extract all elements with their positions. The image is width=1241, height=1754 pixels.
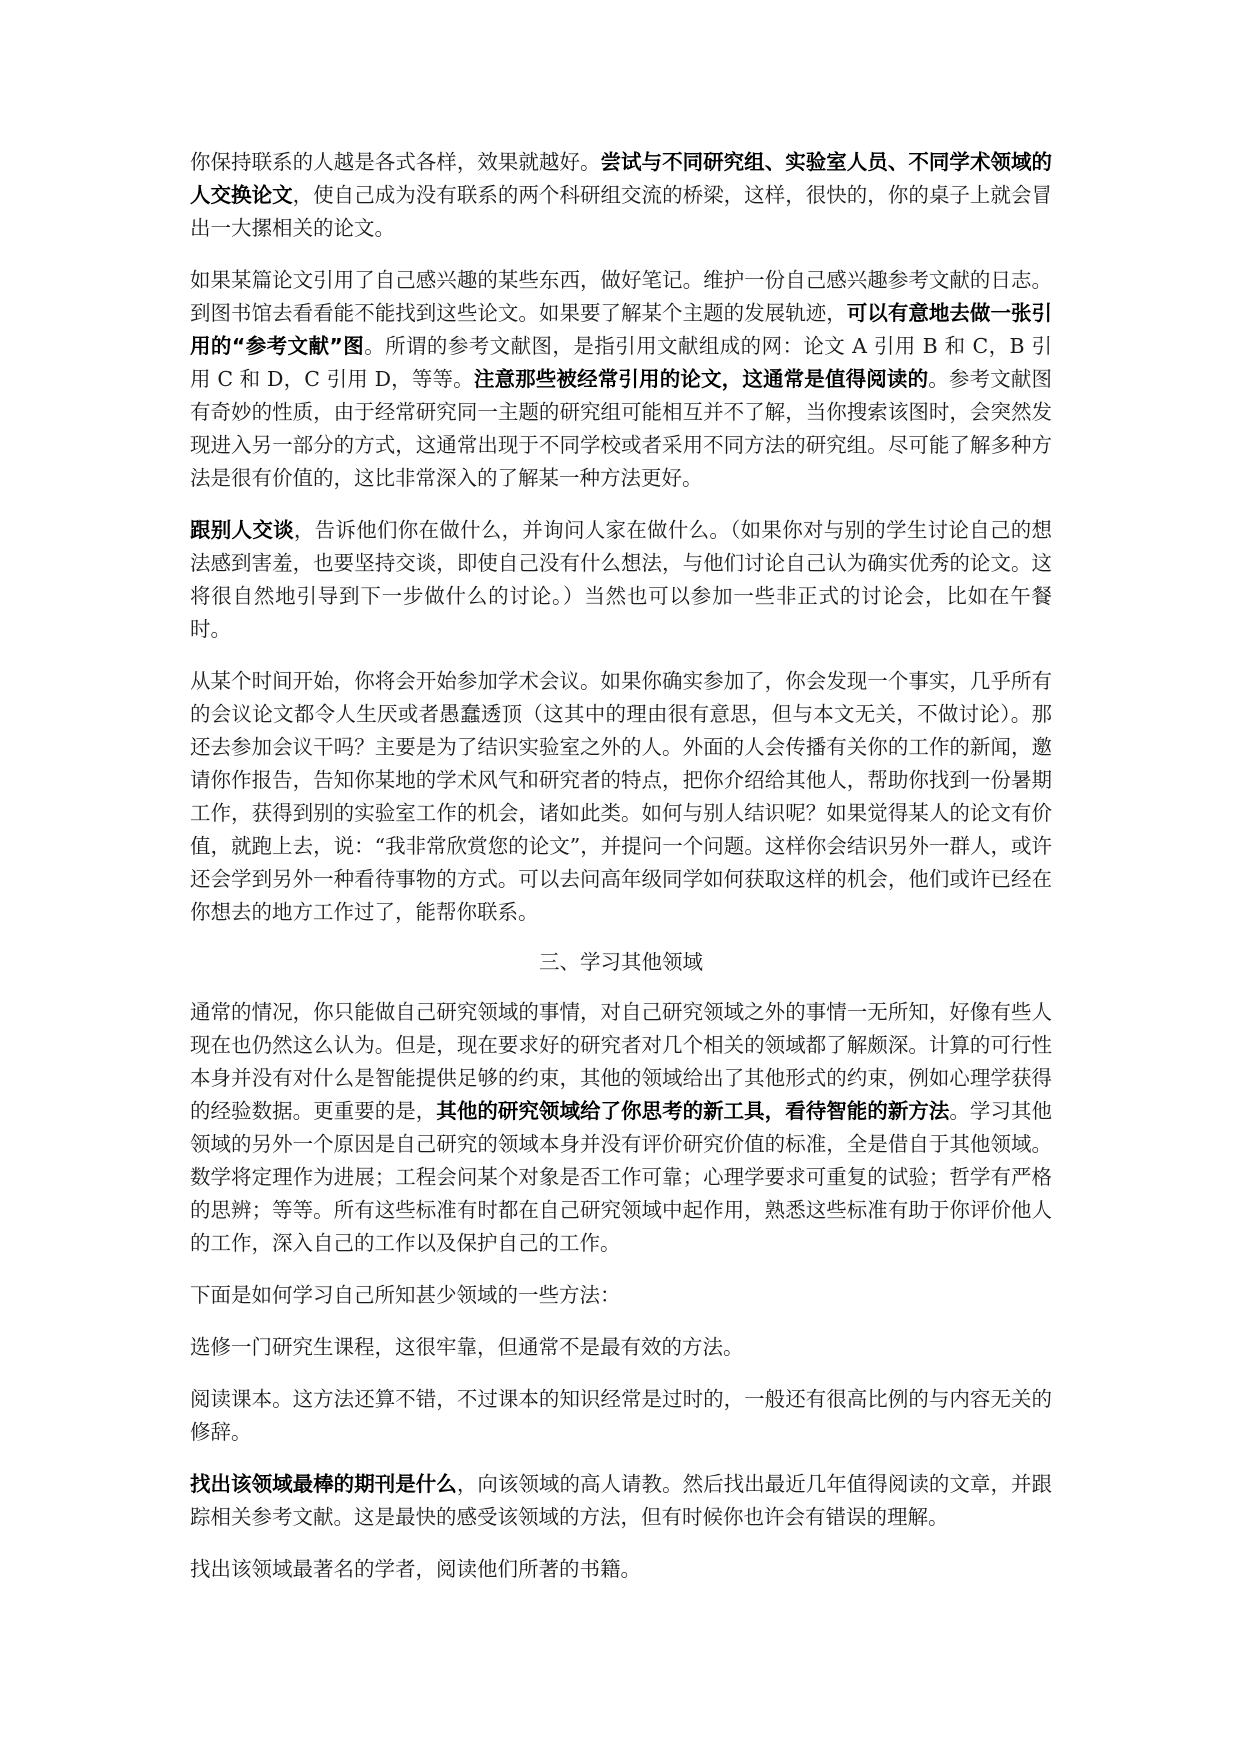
text-segment: 。所谓的参考文献图，是指引用文献组成的网：论文 A 引用 B 和 C，B 引用 C 和 D，C 引用 D，等等。 [190, 334, 1052, 391]
text-segment: 。学习其他领域的另外一个原因是自己研究的领域本身并没有评价研究价值的标准，全是借自于其他领域。数学将定理作为进展；工程会问某个对象是否工作可靠；心理学要求可重复的试验；哲学有严格的思辨；等等。所有这些标准有时都在自己研究领域中起作用，熟悉这些标准有助于你评价他人的工作，深入自己的工作以及保护自己的工作。 [190, 1099, 1053, 1255]
paragraph-graduate-course [190, 1331, 1052, 1364]
text-segment: 阅读课本。这方法还算不错，不过课本的知识经常是过时的，一般还有很高比例的与内容无关的修辞。 [190, 1387, 1052, 1444]
bold-segment: 其他的研究领域给了你思考的新工具，看待智能的新方法 [436, 1099, 950, 1123]
bold-segment: 注意那些被经常引用的论文，这通常是值得阅读的 [473, 367, 929, 391]
text-segment: ，告诉他们你在做什么，并询问人家在做什么。（如果你对与别的学生讨论自己的想法感到害羞，也要坚持交谈，即使自己没有什么想法，与他们讨论自己认为确实优秀的论文。这将很自然地引导到下一步做什么的讨论。）当然也可以参加一些非正式的讨论会，比如在午餐时。 [190, 518, 1053, 641]
paragraph-famous-scholars [190, 1553, 1052, 1586]
paragraph-best-journals [190, 1468, 1052, 1534]
paragraph-citation-graph [190, 264, 1052, 495]
text-segment: 如果某篇论文引用了自己感兴趣的某些东西，做好笔记。维护一份自己感兴趣参考文献的日志。到图书馆去看看能不能找到这些论文。如果要了解某个主题的发展轨迹， [190, 268, 1052, 325]
text-segment: 你保持联系的人越是各式各样，效果就越好。 [190, 150, 601, 174]
paragraph-talk-to-people [190, 514, 1052, 646]
document-page [190, 146, 1052, 1605]
section-heading: 三、学习其他领域 [539, 950, 703, 974]
text-segment: ，使自己成为没有联系的两个科研组交流的桥梁，这样，很快的，你的桌子上就会冒出一大摞相关的论文。 [190, 183, 1053, 240]
bold-segment: 可以有意地去做一张引用的“参考文献”图 [190, 301, 1053, 358]
paragraph-read-textbooks [190, 1383, 1052, 1449]
bold-segment: 找出该领域最棒的期刊是什么 [190, 1472, 457, 1496]
bold-segment: 尝试与不同研究组、实验室人员、不同学术领域的人交换论文 [190, 150, 1053, 207]
bold-segment: 跟别人交谈 [190, 518, 294, 542]
paragraph-methods-intro [190, 1279, 1052, 1312]
text-segment: 。参考文献图有奇妙的性质，由于经常研究同一主题的研究组可能相互并不了解，当你搜索该图时，会突然发现进入另一部分的方式，这通常出现于不同学校或者采用不同方法的研究组。尽可能了解多种方法是很有价值的，这比非常深入的了解某一种方法更好。 [190, 367, 1053, 490]
paragraph-exchange-papers [190, 146, 1052, 245]
text-segment: ，向该领域的高人请教。然后找出最近几年值得阅读的文章，并跟踪相关参考文献。这是最快的感受该领域的方法，但有时候你也许会有错误的理解。 [190, 1472, 1053, 1529]
paragraph-conferences [190, 665, 1052, 929]
text-segment: 下面是如何学习自己所知甚少领域的一些方法： [190, 1283, 621, 1307]
text-segment: 通常的情况，你只能做自己研究领域的事情，对自己研究领域之外的事情一无所知，好像有些人现在也仍然这么认为。但是，现在要求好的研究者对几个相关的领域都了解颇深。计算的可行性本身并没有对什么是智能提供足够的约束，其他的领域给出了其他形式的约束，例如心理学获得的经验数据。更重要的是， [190, 1000, 1052, 1123]
text-segment: 找出该领域最著名的学者，阅读他们所著的书籍。 [190, 1557, 641, 1581]
text-segment: 从某个时间开始，你将会开始参加学术会议。如果你确实参加了，你会发现一个事实，几乎所有的会议论文都令人生厌或者愚蠢透顶（这其中的理由很有意思，但与本文无关，不做讨论）。那还去参加会议干吗？主要是为了结识实验室之外的人。外面的人会传播有关你的工作的新闻，邀请你作报告，告知你某地的学术风气和研究者的特点，把你介绍给其他人，帮助你找到一份暑期工作，获得到别的实验室工作的机会，诸如此类。如何与别人结识呢？如果觉得某人的论文有价值，就跑上去，说：“我非常欣赏您的论文”，并提问一个问题。这样你会结识另外一群人，或许还会学到另外一种看待事物的方式。可以去问高年级同学如何获取这样的机会，他们或许已经在你想去的地方工作过了，能帮你联系。 [190, 669, 1052, 924]
text-segment: 选修一门研究生课程，这很牢靠，但通常不是最有效的方法。 [190, 1335, 744, 1359]
paragraph-other-fields [190, 996, 1052, 1260]
